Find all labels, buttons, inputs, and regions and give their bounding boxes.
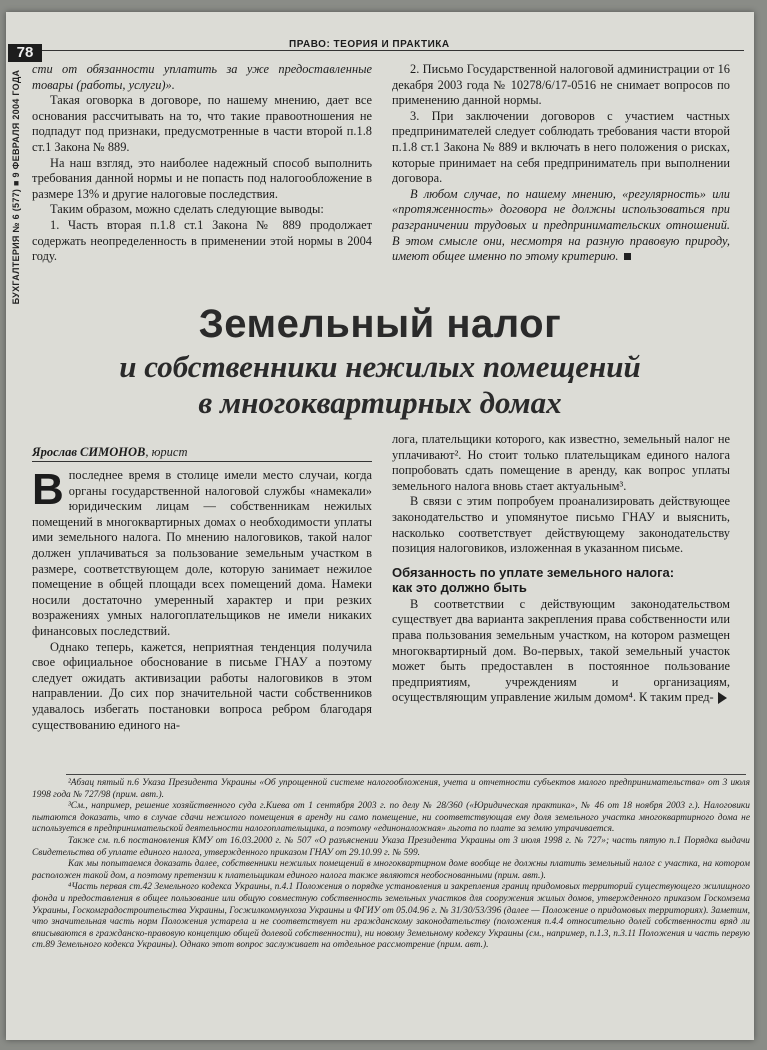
footnote: Как мы попытаемся доказать далее, собственники нежилых помещений в многоквартирном доме вообще не должны платить земельный налог с участка, на котором расположен такой дом, а поэтому претензии к плательщикам единого налога также являются необоснованными (прим. авт.). [32,859,750,881]
magazine-page [6,12,754,1040]
issue-info: БУХГАЛТЕРИЯ № 6 (577) ■ 9 ФЕВРАЛЯ 2004 ГОДА [11,69,21,305]
footnote: ²Абзац пятый п.6 Указа Президента Украины «Об упрощенной системе налогообложения, учета и отчетности субъектов малого предпринимательства» от 3 июля 1998 года № 727/98 (прим. авт.). [32,778,750,800]
paragraph: Впоследнее время в столице имели место случаи, когда органы государственной налоговой службы «намекали» юридическим лицам — собственникам нежилых помещений в многоквартирных домах о необходимости уплаты ими земельного налога. По мнению налоговиков, такой налог должен уплачиваться за пользование земельным участком в размере, соответствующем доле, которую занимает нежилое помещение в общей площади всех помещений дома. Намеки носили достаточно умеренный характер и при резких возражениях умных налогоплательщиков не имели никаких финансовых последствий. [32,465,372,638]
author-role: , юрист [145,445,188,459]
conclusion-text: В любом случае, по нашему мнению, «регулярность» или «протяженность» договора не должны использоваться при разграничении трудовых и предпринимательских отношений. В этом смысле они, несмотря на разную правовую природу, имеют общее именно по этому критерию. [392,186,730,264]
footnote: ⁴Часть первая ст.42 Земельного кодекса Украины, п.4.1 Положения о порядке установления и закрепления границ придомовых территорий существующего жилищного фонда и предоставления в общее пользование или общую совместную собственность земельных участков для сооружения жилых домов, утвержденного приказом Госкомзема Украины, Госкомградостроительства Украины, Госжилкоммунхоза Украины и ФГИУ от 05.04.96 г. № 31/30/53/396 (далее — Положение о придомовых территориях). Заметим, что значительная часть норм Положения устарела и не соответствует ни гражданскому законодательству (положения п.4.4 относительно долей собственности вряд ли вписываются в гражданско-правовую концепцию общей долевой собственности), ни новому Земельному кодексу Украины (см., например, п.1.3, п.3.11 Положения и часть первую ст.89 Земельного кодекса Украины). Однако этот вопрос заслуживает на отдельное рассмотрение (прим. авт.). [32,882,750,951]
top-right-column [392,62,730,265]
section-heading-line-2: как это должно быть [392,579,527,595]
article-title: Земельный налог [198,302,562,346]
footnotes [32,778,750,952]
footnote: Также см. п.6 постановления КМУ от 16.03.2000 г. № 507 «О разъяснении Указа Президента Украины от 3 июля 1998 г. № 727»; часть пятую п.1 Порядка выдачи Свидетельства об уплате единого налога, утвержденного приказом ГНАУ от 29.10.99 г. № 599. [32,835,750,858]
paragraph [392,187,730,265]
section-heading-line-1: Обязанность по уплате земельного налога: [392,564,675,580]
article-subtitle-line-1: и собственники нежилых помещений [119,349,641,384]
author-name: Ярослав СИМОНОВ [32,445,146,459]
paragraph: Однако теперь, кажется, неприятная тенденция получила свое официальное обоснование в письме ГНАУ а поэтому следует ожидать активизации работы налоговиков в этом направлении. До сих пор значительной части собственников удавалось избегать постановки вопроса ребром благодаря существованию единого на- [32,639,372,732]
drop-cap: В [32,465,64,514]
paragraph: лога, плательщики которого, как известно, земельный налог не уплачивают². Но стоит только плательщикам единого налога попробовать сдать помещение в аренду, как вопрос уплаты земельного налога вновь стает актуальным³. [392,432,730,493]
end-of-article-mark [624,253,631,260]
paragraph: В связи с этим попробуем проанализировать действующее законодательство и упомянутое письмо ГНАУ и выяснить, насколько соответствует действующему законодательству позиция налоговиков, изложенная в указанном письме. [392,494,730,556]
paragraph: 1. Часть вторая п.1.8 ст.1 Закона № 889 продолжает содержать неопределенность в применении этой нормы в 2004 году. [32,217,372,264]
paragraph: сти от обязанности уплатить за уже предоставленные товары (работы, услуги)». [32,62,372,92]
section-title: ПРАВО: ТЕОРИЯ И ПРАКТИКА [285,39,454,50]
page-number: 78 [8,44,42,62]
footnote: ³См., например, решение хозяйственного суда г.Киева от 1 сентября 2003 г. по делу № 28/360 («Юридическая практика», № 46 от 18 ноября 2003 г.). Налоговики пытаются доказать, что в случае сдачи нежилого помещения в аренду ни само помещение, ни соответствующая ему доля земельного участка многоквартирного дома не используется в предпринимательской деятельности налогоплательщика, а поэтому «единоналожная» льгота по плате за землю утрачивается. [32,801,750,835]
continue-arrow-icon [718,692,727,704]
paragraph: 3. При заключении договоров с участием частных предпринимателей следует соблюдать требования части второй п.1.8 ст.1 Закона № 889 и включать в него положения о рисках, которые принимает на себя предприниматель при выполнении договора. [392,108,730,186]
body-right-column [392,432,730,706]
section-heading [392,565,730,595]
running-header [42,36,744,51]
paragraph: Таким образом, можно сделать следующие выводы: [50,202,324,217]
article-subtitle-line-2: в многоквартирных домах [198,385,562,420]
footnote-divider [66,774,746,775]
paragraph: Такая оговорка в договоре, по нашему мнению, дает все основания рассчитывать на то, что такие правоотношения не подпадут под признаки, предусмотренные в части второй п.1.8 ст.1 Закона № 889. [32,93,372,154]
paragraph: 2. Письмо Государственной налоговой администрации от 16 декабря 2003 года № 10278/6/17-0516 не снимает вопросов по применению данной нормы. [392,62,730,108]
body-left-column [32,465,372,733]
paragraph: В соответствии с действующим законодательством существует два варианта закрепления права собственности или права пользования земельным участком, на котором размещен многоквартирный дом. Во-первых, такой земельный участок может быть предоставлен в постоянное пользование предприятиям, учреждениям и организациям, осуществляющим управление жилым домом⁴. К таким пред- [392,596,730,705]
author-byline [32,445,372,462]
paragraph: На наш взгляд, это наиболее надежный способ выполнить требования данной нормы и не попасть под налогообложение в размере 13% и другие налоговые последствия. [32,155,372,201]
top-left-column [32,62,372,265]
